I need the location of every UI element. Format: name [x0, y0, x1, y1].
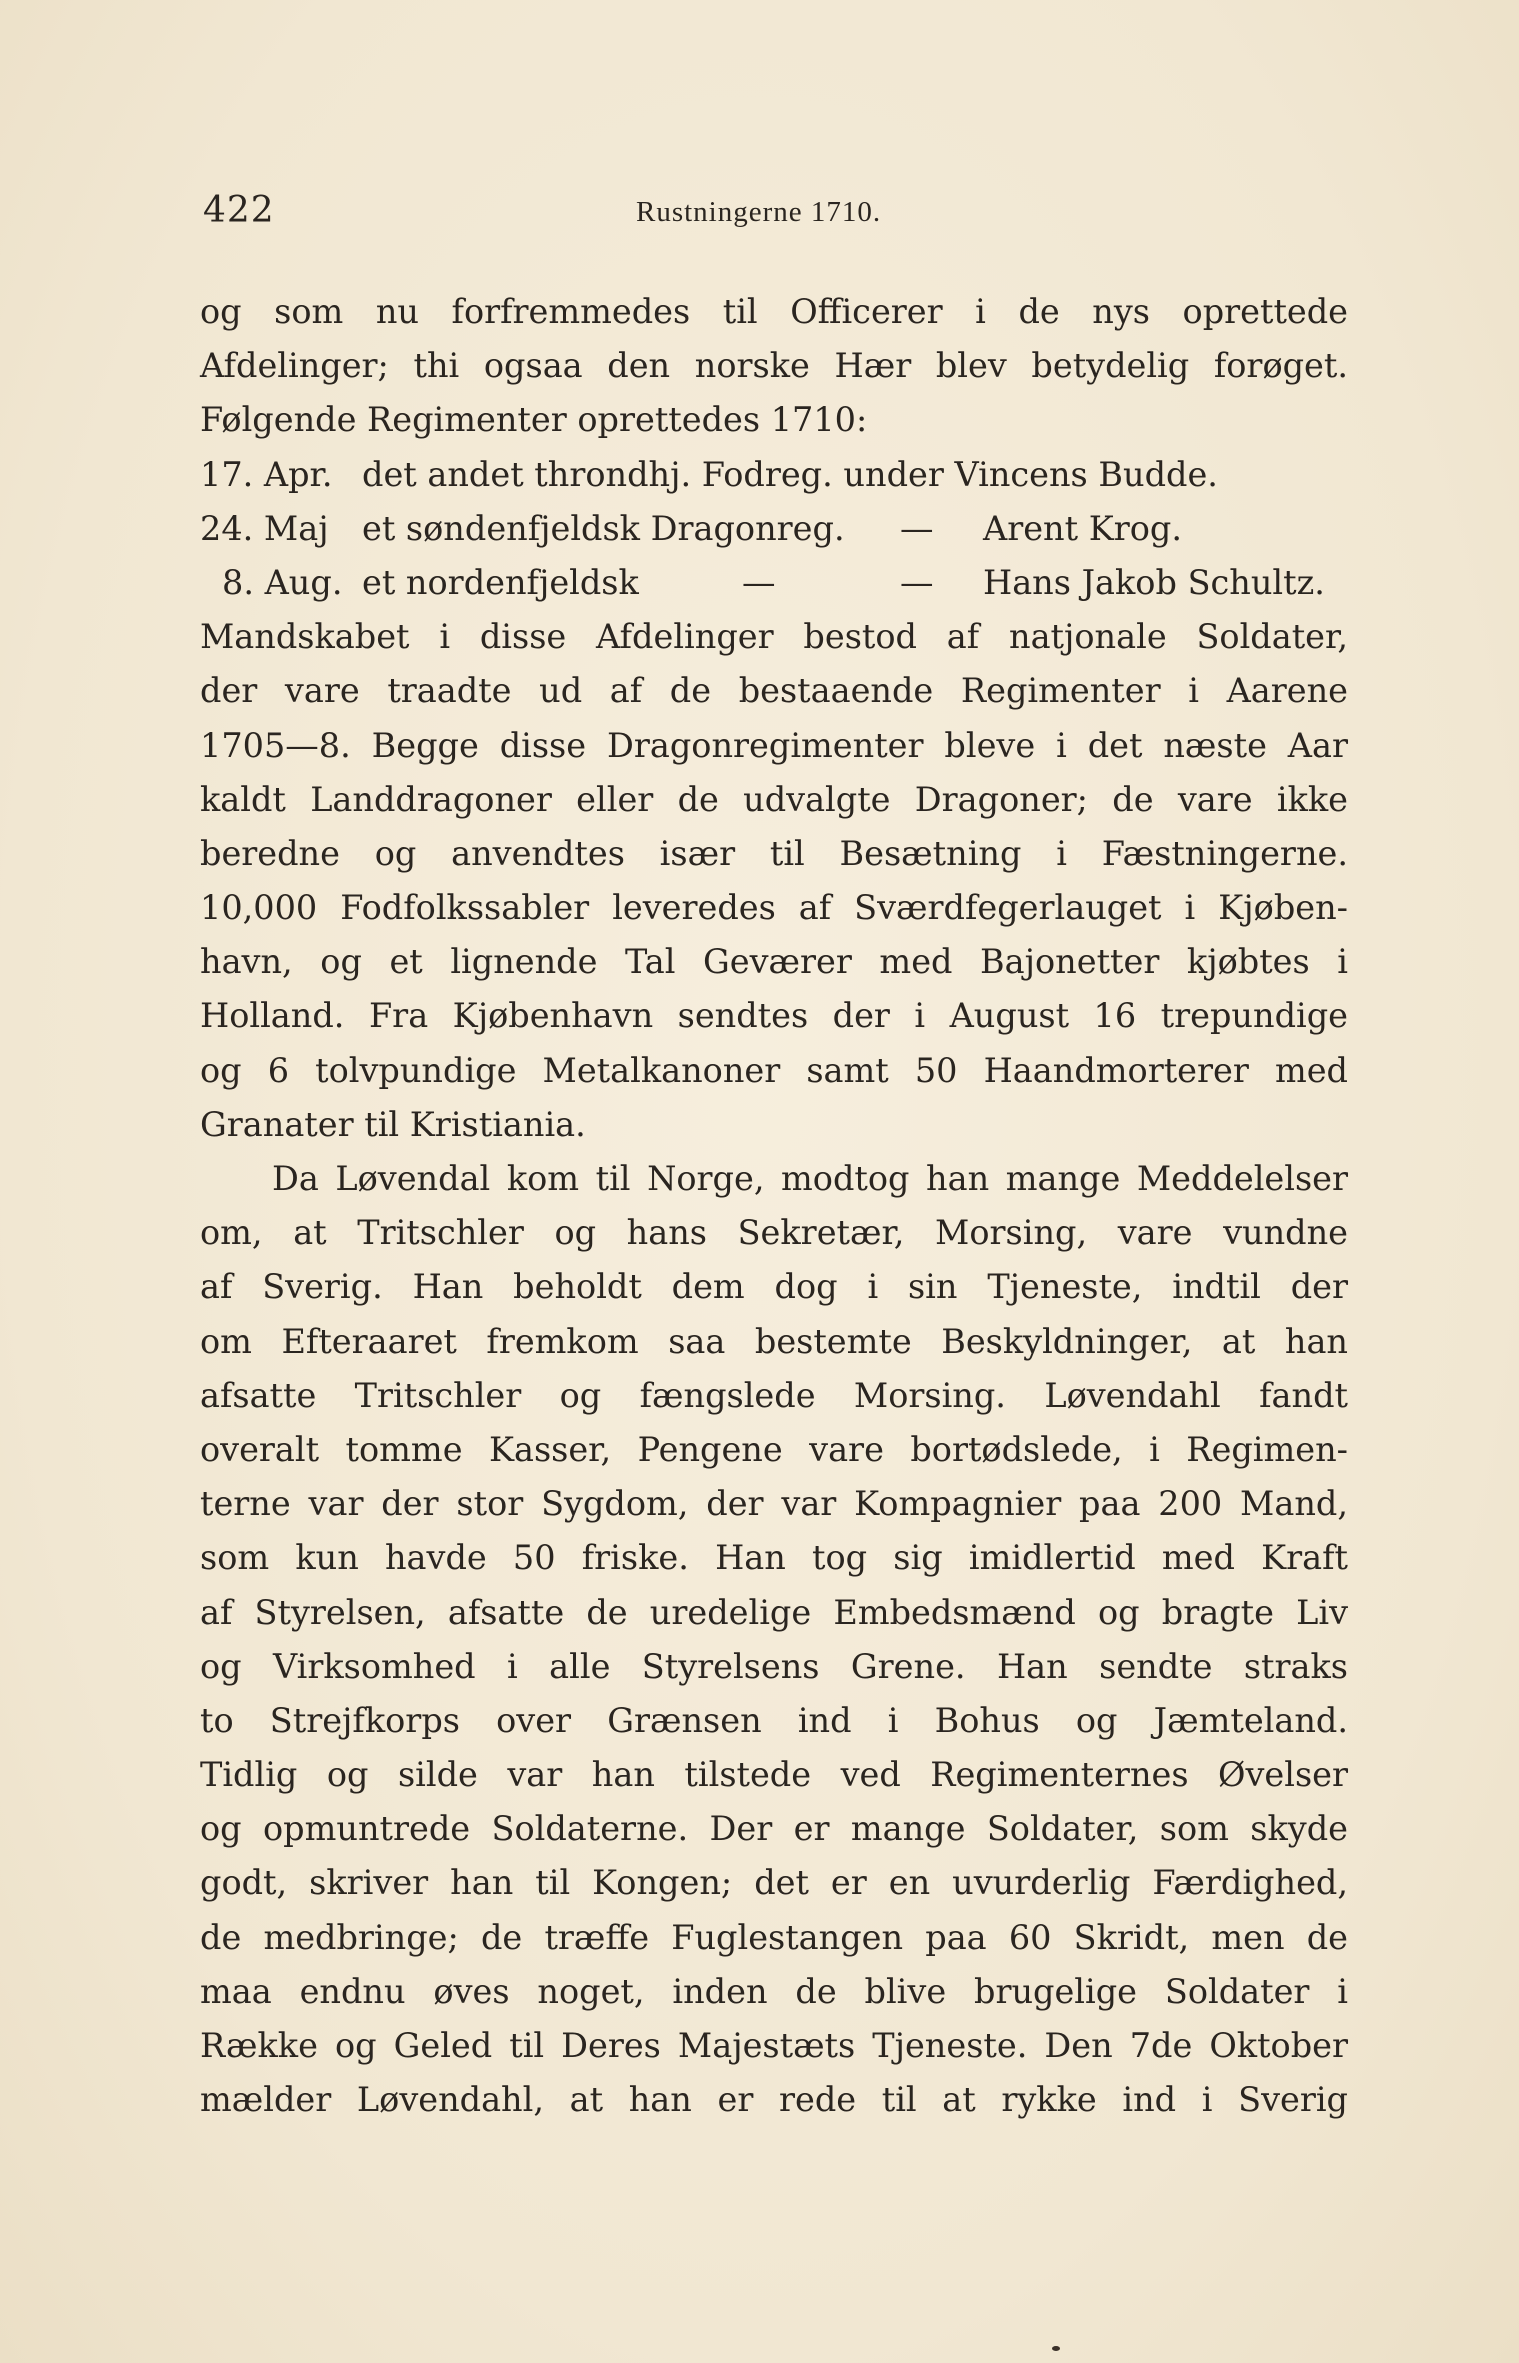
- text-line: Da Løvendal kom til Norge, modtog han mange Meddelelser: [272, 1159, 1348, 1198]
- regiment-commander: Arent Krog.: [983, 508, 1183, 548]
- regiment-date: 17. Apr.: [200, 454, 333, 494]
- text-line: og Virksomhed i alle Styrelsens Grene. Han sendte straks: [200, 1646, 1348, 1686]
- page-number: 422: [203, 190, 275, 231]
- regiment-date: 24. Maj: [200, 508, 329, 548]
- text-line: Mandskabet i disse Afdelinger bestod af natjonale Soldater,: [200, 617, 1348, 657]
- text-line: havn, og et lignende Tal Geværer med Bajonetter kjøbtes i: [200, 942, 1348, 982]
- running-title: Rustningerne 1710.: [636, 196, 882, 228]
- text-line: overalt tomme Kasser, Pengene vare bortødslede, i Regimen-: [200, 1429, 1348, 1469]
- ditto-dash: —: [742, 562, 776, 602]
- ditto-dash: —: [900, 508, 934, 548]
- text-line: om, at Tritschler og hans Sekretær, Morsing, vare vundne: [200, 1213, 1348, 1253]
- regiment-entry: [200, 556, 1348, 610]
- text-line: terne var der stor Sygdom, der var Kompagnier paa 200 Mand,: [200, 1484, 1348, 1524]
- text-line: Afdelinger; thi ogsaa den norske Hær blev betydelig forøget.: [200, 346, 1348, 386]
- text-line: der vare traadte ud af de bestaaende Regimenter i Aarene: [200, 671, 1348, 711]
- text-line: maa endnu øves noget, inden de blive brugelige Soldater i: [200, 1971, 1348, 2011]
- text-line: 1705—8. Begge disse Dragonregimenter bleve i det næste Aar: [200, 725, 1348, 765]
- text-line: de medbringe; de træffe Fuglestangen paa 60 Skridt, men de: [200, 1917, 1348, 1957]
- text-line: Række og Geled til Deres Majestæts Tjeneste. Den 7de Oktober: [200, 2026, 1348, 2065]
- text-line: som kun havde 50 friske. Han tog sig imidlertid med Kraft: [200, 1538, 1348, 1578]
- regiment-entry: [200, 502, 1348, 556]
- text-line: Følgende Regimenter oprettedes 1710:: [200, 400, 868, 440]
- regiment-date: 8. Aug.: [222, 562, 343, 602]
- regiment-commander: Hans Jakob Schultz.: [983, 562, 1325, 602]
- text-line: afsatte Tritschler og fængslede Morsing. Løvendahl fandt: [200, 1375, 1348, 1415]
- text-line: og opmuntrede Soldaterne. Der er mange Soldater, som skyde: [200, 1809, 1348, 1849]
- body-text: [200, 285, 1348, 2127]
- text-line: af Sverig. Han beholdt dem dog i sin Tjeneste, indtil der: [200, 1267, 1348, 1307]
- text-line: godt, skriver han til Kongen; det er en uvurderlig Færdighed,: [200, 1863, 1348, 1903]
- ditto-dash: —: [900, 562, 934, 602]
- page-header: [203, 190, 1333, 240]
- regiment-entry: [200, 448, 1348, 502]
- text-line: og 6 tolvpundige Metalkanoner samt 50 Haandmorterer med: [200, 1050, 1348, 1090]
- regiment-unit: et søndenfjeldsk Dragonreg.: [362, 508, 845, 548]
- text-line: beredne og anvendtes især til Besætning i Fæstningerne.: [200, 833, 1348, 873]
- regiment-unit: det andet throndhj. Fodreg. under Vincens Budde.: [362, 454, 1218, 494]
- text-line: Holland. Fra Kjøbenhavn sendtes der i August 16 trepundige: [200, 996, 1348, 1036]
- regiment-unit: et nordenfjeldsk: [362, 562, 639, 602]
- text-line: 10,000 Fodfolkssabler leveredes af Sværdfegerlauget i Kjøben-: [200, 888, 1348, 928]
- text-line: af Styrelsen, afsatte de uredelige Embedsmænd og bragte Liv: [200, 1592, 1348, 1632]
- text-line: Granater til Kristiania.: [200, 1104, 586, 1144]
- text-line: Tidlig og silde var han tilstede ved Regimenternes Øvelser: [200, 1755, 1348, 1795]
- text-line: kaldt Landdragoner eller de udvalgte Dragoner; de vare ikke: [200, 779, 1348, 819]
- text-line: og som nu forfremmedes til Officerer i de nys oprettede: [200, 292, 1348, 331]
- text-line: mælder Løvendahl, at han er rede til at rykke ind i Sverig: [200, 2080, 1348, 2120]
- text-line: to Strejfkorps over Grænsen ind i Bohus og Jæmteland.: [200, 1700, 1348, 1740]
- text-line: om Efteraaret fremkom saa bestemte Beskyldninger, at han: [200, 1321, 1348, 1361]
- ink-speck: [1052, 2346, 1060, 2351]
